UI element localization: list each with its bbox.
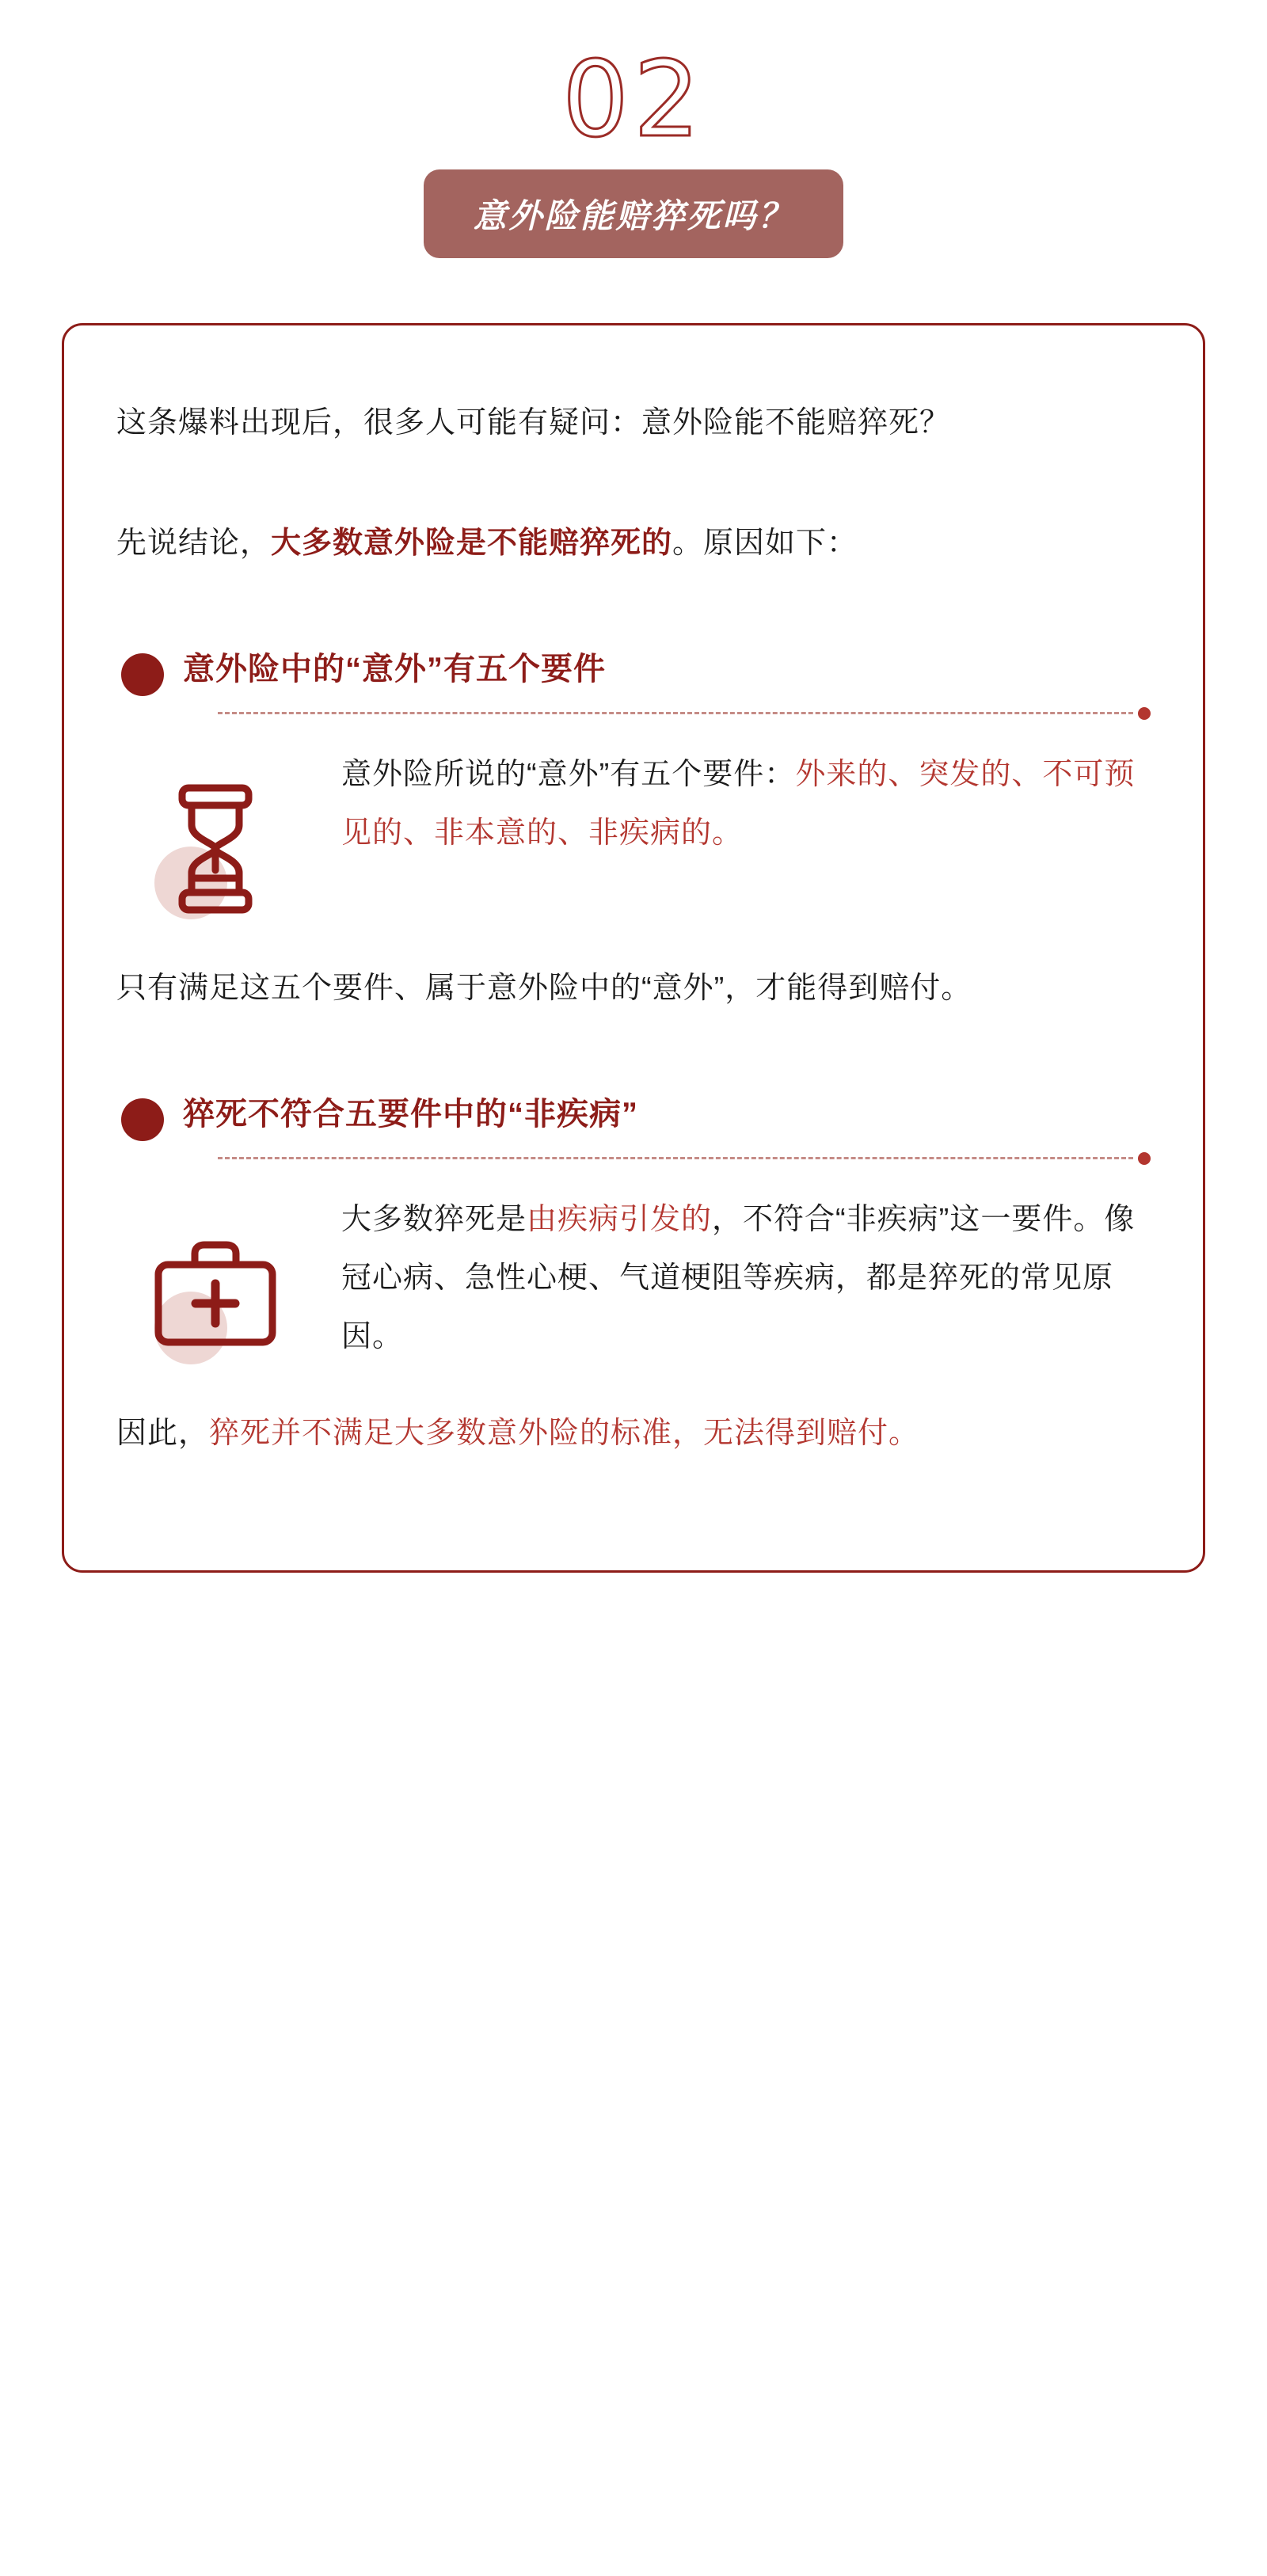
illustrated-block-1 xyxy=(116,745,1151,932)
divider-end-dot-icon xyxy=(1138,1152,1151,1165)
section-1-body xyxy=(341,745,1151,862)
subsection-heading-1 xyxy=(116,649,1151,718)
content-card xyxy=(62,323,1205,1573)
conclusion-paragraph xyxy=(116,514,1151,573)
page-header xyxy=(0,0,1267,258)
conclusion-strong: 大多数意外险是不能赔猝死的 xyxy=(271,527,673,561)
dashed-divider-1 xyxy=(218,707,1151,718)
first-aid-kit-icon xyxy=(149,1235,282,1353)
section-title-pill: 意外险能赔猝死吗？ xyxy=(424,169,843,258)
section-2-after-prefix: 因此， xyxy=(116,1417,210,1451)
dashed-divider-2 xyxy=(218,1152,1151,1163)
dashed-line xyxy=(218,712,1133,714)
subsection-title-2: 猝死不符合五要件中的“非疾病” xyxy=(183,1097,638,1132)
filled-circle-bullet-icon xyxy=(121,1098,164,1141)
section-2-body xyxy=(341,1190,1151,1366)
section-2-body-tail: ，不符合“非疾病”这一要件。像冠心病、急性心梗、气道梗阻等疾病，都是猝死的常见原因。 xyxy=(341,1203,1136,1354)
section-2-after-highlight: 猝死并不满足大多数意外险的标准，无法得到赔付。 xyxy=(209,1417,920,1451)
filled-circle-bullet-icon xyxy=(121,653,164,696)
section-1-body-highlight: 外来的、突发的、不可预见的、非本意的、非疾病的。 xyxy=(341,758,1136,850)
intro-paragraph: 这条爆料出现后，很多人可能有疑问：意外险能不能赔猝死？ xyxy=(116,406,951,439)
first-aid-kit-icon-wrap xyxy=(116,1190,314,1377)
illustrated-block-2 xyxy=(116,1190,1151,1377)
section-2-body-lead: 大多数猝死是 xyxy=(341,1203,527,1237)
section-1-after-text: 只有满足这五个要件、属于意外险中的“意外”，才能得到赔付。 xyxy=(116,972,972,1006)
section-1-body-lead: 意外险所说的“意外”有五个要件： xyxy=(341,758,796,792)
dashed-line xyxy=(218,1157,1133,1159)
divider-end-dot-icon xyxy=(1138,707,1151,720)
subsection-title-1: 意外险中的“意外”有五个要件 xyxy=(183,652,606,687)
hourglass-icon-wrap xyxy=(116,745,314,932)
section-number: 02 xyxy=(562,39,705,161)
section-2-after-text xyxy=(116,1404,1151,1463)
conclusion-prefix: 先说结论， xyxy=(116,527,272,561)
section-2-body-highlight: 由疾病引发的 xyxy=(527,1203,713,1237)
conclusion-suffix: 。原因如下： xyxy=(672,527,858,561)
hourglass-icon xyxy=(156,782,275,916)
subsection-heading-2 xyxy=(116,1094,1151,1163)
